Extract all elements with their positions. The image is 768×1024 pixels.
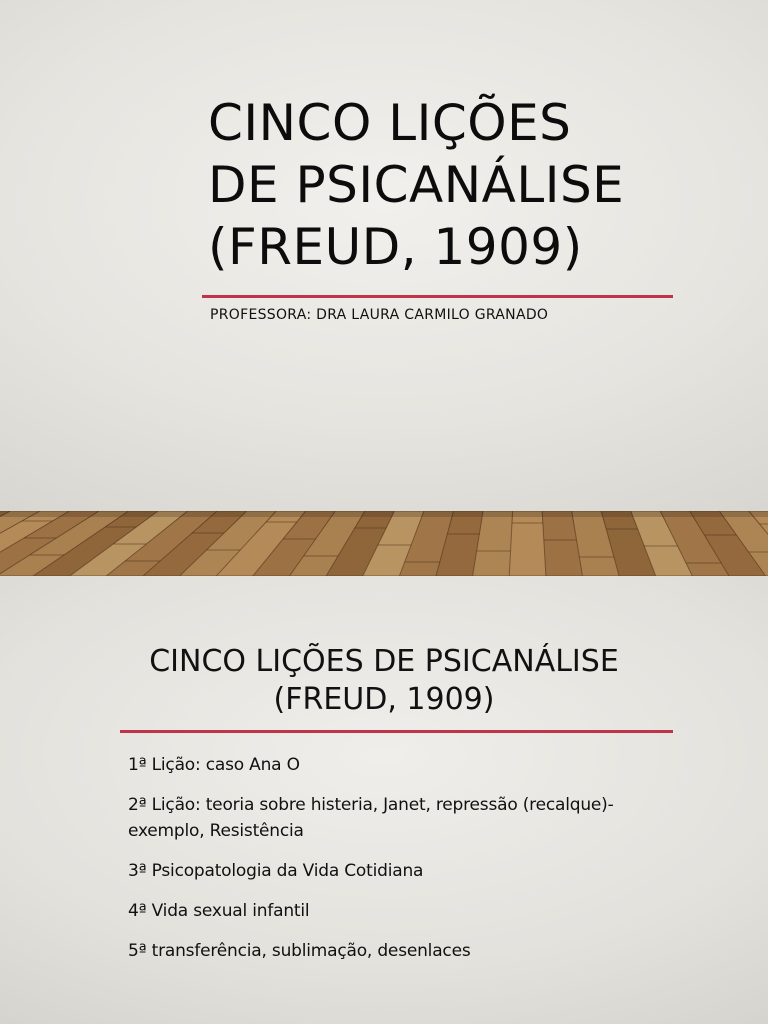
lesson-list xyxy=(128,752,688,978)
list-item: 1ª Lição: caso Ana O xyxy=(128,755,300,775)
title-line: CINCO LIÇÕES xyxy=(208,94,572,152)
list-item: 3ª Psicopatologia da Vida Cotidiana xyxy=(128,861,424,881)
list-item: 2ª Lição: teoria sobre histeria, Janet, repressão (recalque)- exemplo, Resistência xyxy=(128,795,614,841)
slide-title xyxy=(208,92,748,278)
title-line: (FREUD, 1909) xyxy=(208,218,583,276)
title-divider xyxy=(202,295,673,298)
title-line: (FREUD, 1909) xyxy=(273,682,495,717)
professor-subtitle: PROFESSORA: DRA LAURA CARMILO GRANADO xyxy=(210,307,549,323)
title-line: CINCO LIÇÕES DE PSICANÁLISE xyxy=(149,644,619,679)
list-item: 5ª transferência, sublimação, desenlaces xyxy=(128,941,471,961)
title-divider xyxy=(120,730,673,733)
title-line: DE PSICANÁLISE xyxy=(208,156,625,214)
list-item: 4ª Vida sexual infantil xyxy=(128,901,310,921)
wood-floor-image xyxy=(0,511,768,576)
slide-title xyxy=(0,643,768,719)
